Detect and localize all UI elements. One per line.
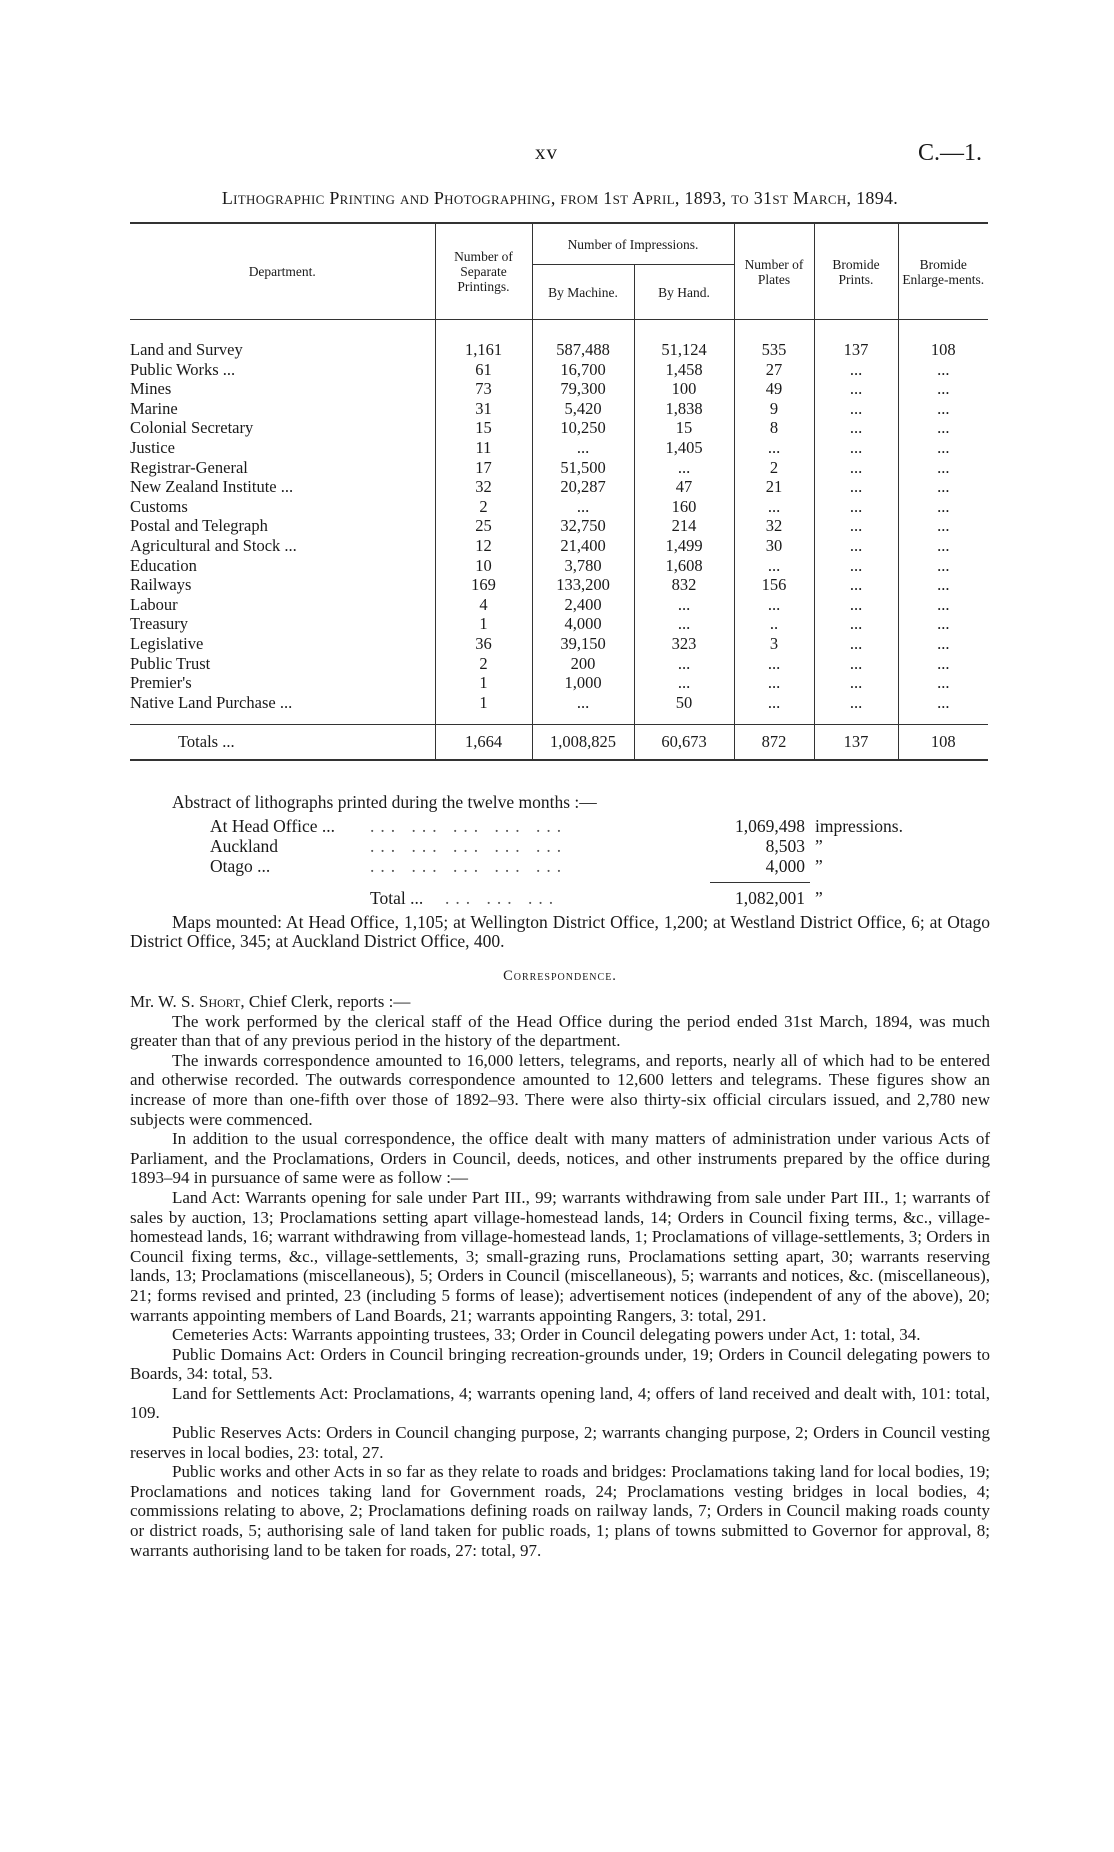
- cell-prints: ...: [814, 654, 898, 674]
- correspondence-heading: Correspondence.: [503, 968, 617, 984]
- cell-enlarge: ...: [898, 575, 988, 595]
- cell-hand: 60,673: [634, 725, 734, 761]
- cell-plates: 872: [734, 725, 814, 761]
- cell-plates: 49: [734, 379, 814, 399]
- cell-enlarge: ...: [898, 438, 988, 458]
- table-row: [130, 497, 988, 517]
- cell-machine: 21,400: [532, 536, 634, 556]
- paragraph: Public works and other Acts in so far as they relate to roads and bridges: Proclamations taking land for local bodies, 19; Proclamations and notices taking land for Government roads, 24; Proclamations vesting bridges in local bodies, 4; commissions relating to above, 2; Proclamations defining roads on railway lands, 7; Orders in Council making roads county or district roads, 5; authorising sale of land taken for public roads, 1; plans of towns submitted to Governor for approval, 8; warrants authorising land to be taken for roads, 27: total, 97.: [130, 1462, 990, 1560]
- cell-printings: 4: [435, 595, 532, 615]
- cell-printings: 1: [435, 673, 532, 693]
- cell-hand: 1,608: [634, 556, 734, 576]
- cell-enlarge: ...: [898, 360, 988, 380]
- cell-plates: 32: [734, 516, 814, 536]
- table-row: [130, 379, 988, 399]
- cell-hand: 51,124: [634, 340, 734, 360]
- lithographic-printing-table: [130, 222, 988, 761]
- abstract-total-rule: [710, 882, 810, 883]
- table-row: [130, 614, 988, 634]
- totals-row: [130, 725, 988, 761]
- cell-printings: 1: [435, 614, 532, 634]
- cell-hand: 160: [634, 497, 734, 517]
- cell-machine: ...: [532, 438, 634, 458]
- table-body: [130, 320, 988, 761]
- cell-printings: 12: [435, 536, 532, 556]
- department-name: Premier's: [130, 673, 192, 693]
- cell-plates: 8: [734, 418, 814, 438]
- department-name: Public Works ...: [130, 359, 236, 379]
- cell-enlarge: 108: [898, 340, 988, 360]
- cell-hand: 15: [634, 418, 734, 438]
- cell-machine: 2,400: [532, 595, 634, 615]
- table-row: [130, 634, 988, 654]
- table-title: Lithographic Printing and Photographing, from 1st April, 1893, to 31st March, 1894.: [221, 188, 899, 208]
- cell-plates: ..: [734, 614, 814, 634]
- cell-machine: ...: [532, 497, 634, 517]
- cell-printings: 17: [435, 458, 532, 478]
- cell-enlarge: ...: [898, 477, 988, 497]
- cell-plates: 30: [734, 536, 814, 556]
- document-reference: C.—1.: [917, 140, 982, 166]
- cell-prints: ...: [814, 693, 898, 713]
- cell-machine: 39,150: [532, 634, 634, 654]
- cell-prints: ...: [814, 634, 898, 654]
- col-header-plates: Number of Plates: [734, 223, 814, 320]
- cell-plates: 21: [734, 477, 814, 497]
- cell-printings: 10: [435, 556, 532, 576]
- cell-prints: ...: [814, 595, 898, 615]
- cell-enlarge: ...: [898, 634, 988, 654]
- cell-machine: ...: [532, 693, 634, 713]
- department-name: Legislative: [130, 633, 204, 653]
- col-header-department: Department.: [130, 223, 435, 320]
- cell-enlarge: ...: [898, 693, 988, 713]
- maps-mounted-paragraph: Maps mounted: At Head Office, 1,105; at Wellington District Office, 1,200; at Westland District Office, 6; at Otago District Office, 345; at Auckland District Office, 400.: [130, 912, 990, 951]
- cell-printings: 32: [435, 477, 532, 497]
- cell-hand: 1,405: [634, 438, 734, 458]
- paragraph: Land Act: Warrants opening for sale under Part III., 99; warrants withdrawing from sale under Part III., 1; warrants of sales by auction, 13; Proclamations setting apart village-homestead lands, 14; Orders in Council fixing terms, &c., village-homestead lands, 16; warrant withdrawing from village-homestead lands, 1; Proclamations of village-settlements, 3; Orders in Council fixing terms, &c., village-settlements, 3; small-grazing runs, Proclamations setting apart, 30; warrants reserving lands, 13; Proclamations (miscellaneous), 5; Orders in Council (miscellaneous), 5; warrants and notices, &c. (miscellaneous), 21; forms revised and printed, 23 (including 5 forms of lease); advertisement notices (independent of any of the above), 20; warrants appointing members of Land Boards, 21; warrants appointing Rangers, 3: total, 291.: [130, 1187, 990, 1325]
- cell-enlarge: ...: [898, 399, 988, 419]
- department-name: Postal and Telegraph: [130, 516, 268, 536]
- table-row: [130, 595, 988, 615]
- paragraph: Public Domains Act: Orders in Council bringing recreation-grounds under, 19; Orders in Council delegating powers to Boards, 34: total, 53.: [130, 1344, 990, 1384]
- cell-hand: 832: [634, 575, 734, 595]
- abstract-total: Total ... ... ... ... 1,082,001 ”: [370, 888, 823, 908]
- cell-printings: 73: [435, 379, 532, 399]
- department-name: Railways: [130, 575, 192, 595]
- cell-machine: 16,700: [532, 360, 634, 380]
- cell-printings: 1,161: [435, 340, 532, 360]
- col-header-bromide-prints: Bromide Prints.: [814, 223, 898, 320]
- cell-prints: ...: [814, 438, 898, 458]
- table-row: [130, 693, 988, 713]
- cell-enlarge: ...: [898, 458, 988, 478]
- cell-plates: ...: [734, 654, 814, 674]
- cell-printings: 25: [435, 516, 532, 536]
- page-number: xv: [535, 140, 558, 164]
- cell-hand: 50: [634, 693, 734, 713]
- cell-machine: 1,000: [532, 673, 634, 693]
- cell-plates: ...: [734, 673, 814, 693]
- department-name: Treasury: [130, 614, 189, 634]
- department-name: Education: [130, 555, 197, 575]
- cell-hand: 1,499: [634, 536, 734, 556]
- cell-prints: ...: [814, 536, 898, 556]
- cell-plates: ...: [734, 556, 814, 576]
- cell-printings: 2: [435, 497, 532, 517]
- abstract-row: At Head Office ... ... ... ... ... ... 1,069,498 impressions.: [210, 816, 903, 836]
- cell-printings: 31: [435, 399, 532, 419]
- abstract-row: Otago ... ... ... ... ... ... 4,000 ”: [210, 856, 823, 876]
- abstract-row: Auckland ... ... ... ... ... 8,503 ”: [210, 836, 823, 856]
- cell-hand: ...: [634, 458, 734, 478]
- cell-enlarge: ...: [898, 379, 988, 399]
- cell-printings: 36: [435, 634, 532, 654]
- cell-printings: 61: [435, 360, 532, 380]
- table-row: [130, 536, 988, 556]
- department-name: New Zealand Institute ...: [130, 477, 294, 497]
- cell-machine: 133,200: [532, 575, 634, 595]
- cell-hand: 1,838: [634, 399, 734, 419]
- cell-plates: ...: [734, 497, 814, 517]
- department-name: Public Trust: [130, 653, 211, 673]
- cell-plates: 2: [734, 458, 814, 478]
- cell-printings: 15: [435, 418, 532, 438]
- cell-prints: ...: [814, 556, 898, 576]
- cell-prints: ...: [814, 497, 898, 517]
- cell-machine: 200: [532, 654, 634, 674]
- cell-hand: 1,458: [634, 360, 734, 380]
- cell-enlarge: ...: [898, 497, 988, 517]
- cell-hand: 214: [634, 516, 734, 536]
- cell-printings: 169: [435, 575, 532, 595]
- department-name: Land and Survey: [130, 340, 243, 359]
- cell-enlarge: ...: [898, 595, 988, 615]
- cell-machine: 32,750: [532, 516, 634, 536]
- table-row: [130, 477, 988, 497]
- paragraph: Cemeteries Acts: Warrants appointing trustees, 33; Order in Council delegating powers under Act, 1: total, 34.: [172, 1325, 921, 1345]
- cell-prints: ...: [814, 614, 898, 634]
- cell-machine: 587,488: [532, 340, 634, 360]
- cell-machine: 20,287: [532, 477, 634, 497]
- cell-plates: 3: [734, 634, 814, 654]
- cell-plates: 27: [734, 360, 814, 380]
- department-name: Registrar-General: [130, 457, 248, 477]
- table-row: [130, 654, 988, 674]
- cell-enlarge: ...: [898, 418, 988, 438]
- cell-enlarge: ...: [898, 614, 988, 634]
- cell-enlarge: ...: [898, 673, 988, 693]
- cell-prints: ...: [814, 673, 898, 693]
- table-row: [130, 399, 988, 419]
- col-header-impressions: Number of Impressions.: [532, 223, 734, 265]
- cell-enlarge: ...: [898, 556, 988, 576]
- cell-prints: ...: [814, 516, 898, 536]
- cell-printings: 1: [435, 693, 532, 713]
- cell-hand: ...: [634, 673, 734, 693]
- cell-prints: 137: [814, 340, 898, 360]
- cell-hand: ...: [634, 595, 734, 615]
- cell-printings: 1,664: [435, 725, 532, 761]
- department-name: Agricultural and Stock ...: [130, 535, 297, 555]
- col-header-by-machine: By Machine.: [532, 265, 634, 320]
- cell-hand: 47: [634, 477, 734, 497]
- col-header-printings: Number of Separate Printings.: [435, 223, 532, 320]
- cell-plates: ...: [734, 438, 814, 458]
- col-header-by-hand: By Hand.: [634, 265, 734, 320]
- department-name: Totals ...: [130, 725, 435, 761]
- cell-plates: ...: [734, 693, 814, 713]
- cell-hand: ...: [634, 654, 734, 674]
- table-row: [130, 575, 988, 595]
- cell-prints: ...: [814, 399, 898, 419]
- cell-prints: ...: [814, 458, 898, 478]
- cell-plates: 9: [734, 399, 814, 419]
- department-name: Justice: [130, 437, 175, 457]
- table-row: [130, 360, 988, 380]
- department-name: Native Land Purchase ...: [130, 692, 293, 712]
- correspondence-body: [130, 992, 990, 1560]
- cell-printings: 2: [435, 654, 532, 674]
- report-intro: Mr. W. S. Short, Chief Clerk, reports :—: [130, 992, 411, 1011]
- cell-machine: 1,008,825: [532, 725, 634, 761]
- col-header-bromide-enlargements: Bromide Enlarge-ments.: [898, 223, 988, 320]
- cell-prints: ...: [814, 477, 898, 497]
- cell-hand: 323: [634, 634, 734, 654]
- cell-prints: ...: [814, 575, 898, 595]
- cell-hand: ...: [634, 614, 734, 634]
- cell-printings: 11: [435, 438, 532, 458]
- table-row: [130, 418, 988, 438]
- cell-plates: 156: [734, 575, 814, 595]
- table-row: [130, 340, 988, 360]
- table-row: [130, 673, 988, 693]
- cell-enlarge: ...: [898, 516, 988, 536]
- department-name: Mines: [130, 379, 172, 399]
- cell-prints: ...: [814, 379, 898, 399]
- cell-plates: 535: [734, 340, 814, 360]
- paragraph: The work performed by the clerical staff of the Head Office during the period ended 31st March, 1894, was much greater than that of any previous period in the history of the department.: [130, 1011, 990, 1051]
- paragraph: Public Reserves Acts: Orders in Council changing purpose, 2; warrants changing purpose, 2; Orders in Council vesting reserves in local bodies, 23: total, 27.: [130, 1423, 990, 1462]
- paragraph: In addition to the usual correspondence, the office dealt with many matters of administration under various Acts of Parliament, and the Proclamations, Orders in Council, deeds, notices, and other instruments prepared by the office during 1893–94 in pursuance of same were as follow :—: [130, 1129, 990, 1188]
- table-row: [130, 458, 988, 478]
- table-gap-row: [130, 712, 988, 725]
- cell-machine: 10,250: [532, 418, 634, 438]
- paragraph: The inwards correspondence amounted to 16,000 letters, telegrams, and reports, nearly all of which had to be entered and otherwise recorded. The outwards correspondence amounted to 12,600 letters and telegrams. These figures show an increase of more than one-fifth over those of 1892–93. There were also thirty-six official circulars issued, and 2,780 new subjects were commenced.: [130, 1050, 990, 1129]
- table-row: [130, 516, 988, 536]
- cell-machine: 5,420: [532, 399, 634, 419]
- paragraph: Land for Settlements Act: Proclamations, 4; warrants opening land, 4; offers of land received and dealt with, 101: total, 109.: [130, 1383, 990, 1423]
- department-name: Colonial Secretary: [130, 418, 254, 438]
- cell-enlarge: ...: [898, 654, 988, 674]
- table-row: [130, 556, 988, 576]
- cell-enlarge: 108: [898, 725, 988, 761]
- table-row: [130, 438, 988, 458]
- cell-plates: ...: [734, 595, 814, 615]
- cell-prints: ...: [814, 360, 898, 380]
- department-name: Customs: [130, 496, 188, 516]
- department-name: Marine: [130, 398, 178, 418]
- cell-prints: ...: [814, 418, 898, 438]
- cell-machine: 79,300: [532, 379, 634, 399]
- cell-machine: 51,500: [532, 458, 634, 478]
- cell-enlarge: ...: [898, 536, 988, 556]
- abstract-rows: [210, 816, 930, 876]
- cell-prints: 137: [814, 725, 898, 761]
- cell-machine: 4,000: [532, 614, 634, 634]
- cell-machine: 3,780: [532, 556, 634, 576]
- department-name: Labour: [130, 594, 178, 614]
- cell-hand: 100: [634, 379, 734, 399]
- abstract-intro: Abstract of lithographs printed during the twelve months :—: [172, 792, 597, 812]
